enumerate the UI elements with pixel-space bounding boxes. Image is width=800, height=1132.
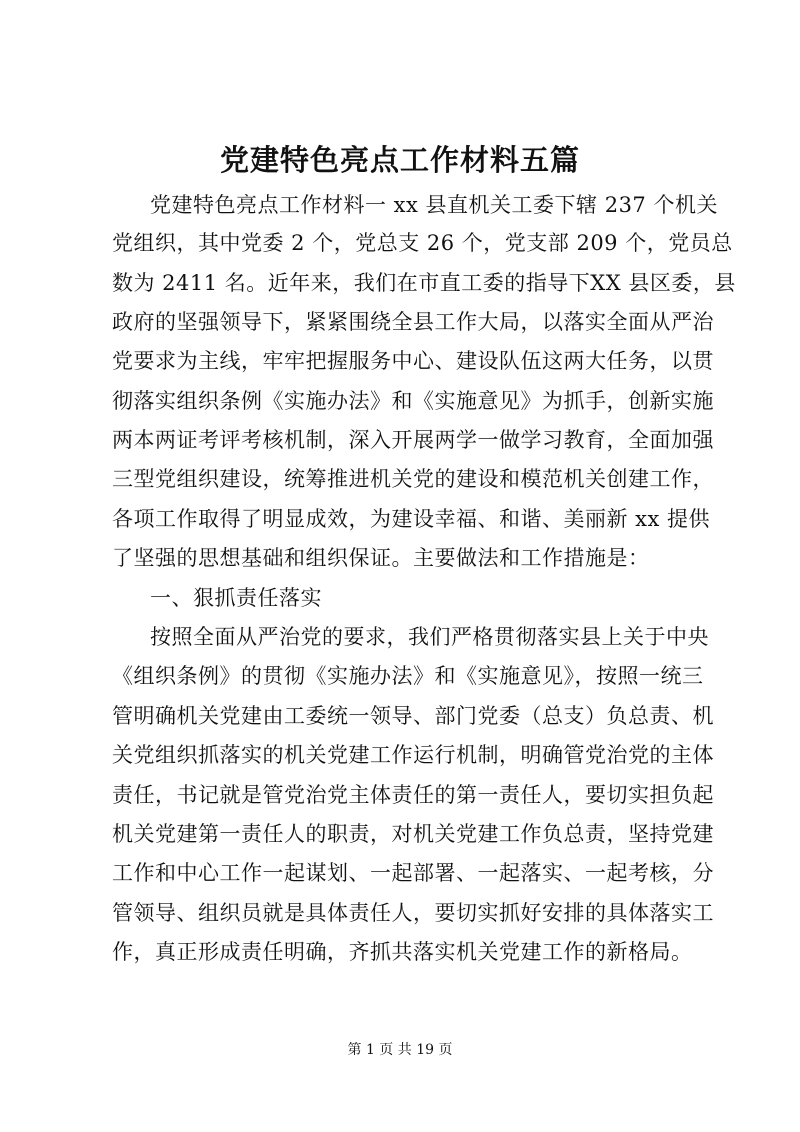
body-line: 政府的坚强领导下，紧紧围绕全县工作大局，以落实全面从严治 (112, 310, 714, 334)
body-line: 责任，书记就是管党治党主体责任的第一责任人，要切实担负起 (112, 783, 714, 807)
body-line: 按照全面从严治党的要求，我们严格贯彻落实县上关于中央 (150, 625, 709, 649)
body-line: 管明确机关党建由工委统一领导、部门党委（总支）负总责、机 (112, 704, 714, 728)
page-title: 党建特色亮点工作材料五篇 (219, 143, 580, 177)
body-line: 彻落实组织条例《实施办法》和《实施意见》为抓手，创新实施 (112, 389, 714, 413)
body-line: 数为 2411 名。近年来，我们在市直工委的指导下XX 县区委，县 (112, 271, 736, 295)
section-heading: 一、狠抓责任落实 (150, 586, 322, 610)
body-line: 《组织条例》的贯彻《实施办法》和《实施意见》，按照一统三 (112, 664, 704, 688)
body-line: 管领导、组织员就是具体责任人，要切实抓好安排的具体落实工 (112, 901, 714, 925)
body-line: 党组织，其中党委 2 个，党总支 26 个，党支部 209 个，党员总 (112, 231, 733, 255)
body-line: 作，真正形成责任明确，齐抓共落实机关党建工作的新格局。 (112, 940, 693, 964)
body-line: 关党组织抓落实的机关党建工作运行机制，明确管党治党的主体 (112, 743, 714, 767)
body-line: 工作和中心工作一起谋划、一起部署、一起落实、一起考核，分 (112, 861, 714, 885)
page-number-footer: 第 1 页 共 19 页 (347, 1042, 453, 1058)
body-line: 党要求为主线，牢牢把握服务中心、建设队伍这两大任务，以贯 (112, 349, 714, 373)
body-line: 机关党建第一责任人的职责，对机关党建工作负总责，坚持党建 (112, 822, 714, 846)
body-line: 各项工作取得了明显成效，为建设幸福、和谐、美丽新 xx 提供 (112, 507, 711, 531)
body-line: 三型党组织建设，统筹推进机关党的建设和模范机关创建工作， (112, 467, 714, 491)
body-line: 党建特色亮点工作材料一 xx 县直机关工委下辖 237 个机关 (150, 193, 718, 217)
body-line: 了坚强的思想基础和组织保证。主要做法和工作措施是： (112, 546, 650, 570)
body-line: 两本两证考评考核机制，深入开展两学一做学习教育，全面加强 (112, 428, 714, 452)
